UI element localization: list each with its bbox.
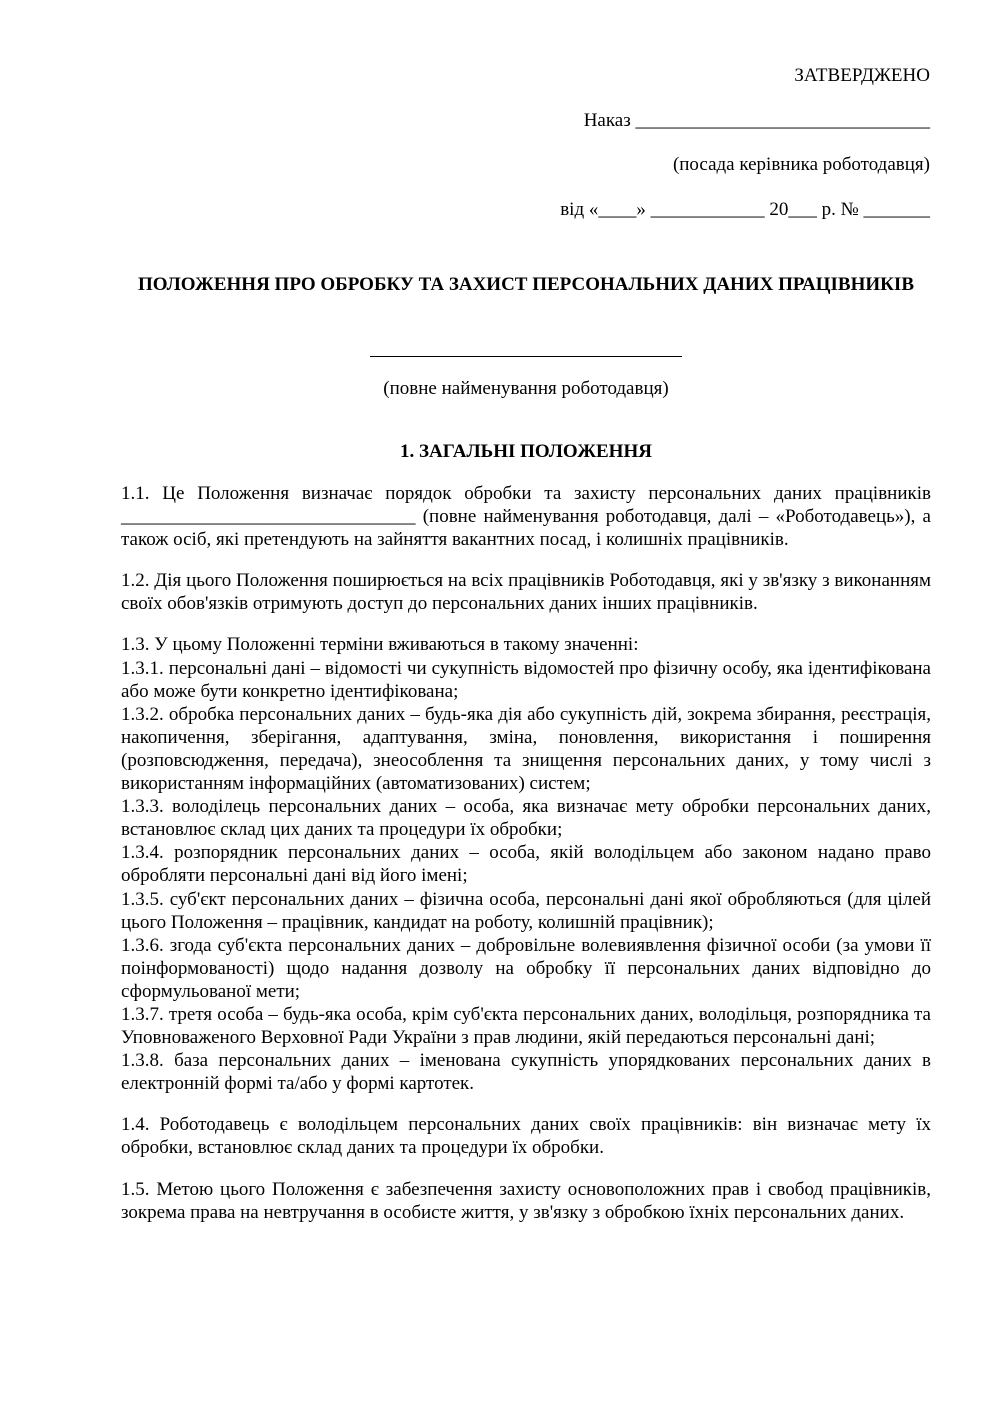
paragraph-1-1: 1.1. Це Положення визначає порядок обробки та захисту персональних даних працівників _______________________________ (повне найменування роботодавця, далі – «Роботодавець»), а також осіб, які претендують на зайняття вакантних посад, і колишніх працівників.: [121, 483, 931, 551]
paragraph-1-3-7: 1.3.7. третя особа – будь-яка особа, крім суб'єкта персональних даних, володільця, розпорядника та Уповноваженого Верховної Ради України з прав людини, якій передаються персональні дані;: [121, 1003, 931, 1049]
position-caption: (посада керівника роботодавця): [672, 154, 930, 175]
paragraph-1-3-3: 1.3.3. володілець персональних даних – особа, яка визначає мету обробки персональних даних, встановлює склад цих даних та процедури їх обробки;: [121, 796, 931, 841]
paragraph-1-3-2: 1.3.2. обробка персональних даних – будь-яка дія або сукупність дій, зокрема збирання, реєстрація, накопичення, зберігання, адаптування, зміна, поновлення, використання і поширення (розповсюдження, передача), знеособлення та знищення персональних даних, у тому числі з використанням інформаційних (автоматизованих) систем;: [121, 703, 931, 795]
section-body: [121, 482, 931, 1224]
paragraph-1-3-6: 1.3.6. згода суб'єкта персональних даних – добровільне волевиявлення фізичної особи (за умови її поінформованості) щодо надання дозволу на обробку її персональних даних відповідно до сформульованої мети;: [121, 934, 931, 1002]
paragraph-1-4: 1.4. Роботодавець є володільцем персональних даних своїх працівників: він визначає мету їх обробки, встановлює склад даних та процедури їх обробки.: [121, 1114, 931, 1159]
employer-name-line: [370, 356, 682, 357]
paragraph-1-3-1: 1.3.1. персональні дані – відомості чи сукупність відомостей про фізичну особу, яка ідентифікована або може бути конкретно ідентифікована;: [121, 657, 931, 702]
paragraph-1-2: 1.2. Дія цього Положення поширюється на всіх працівників Роботодавця, які у зв'язку з виконанням своїх обов'язків отримують доступ до персональних даних інших працівників.: [121, 570, 931, 615]
approval-stamp: ЗАТВЕРДЖЕНО: [794, 65, 930, 86]
date-field: від «____» ____________ 20___ р. № _______: [560, 198, 930, 220]
paragraph-1-5: 1.5. Метою цього Положення є забезпечення захисту основоположних прав і свобод працівників, зокрема права на невтручання в особисте життя, у зв'язку з обробкою їхніх персональних даних.: [121, 1178, 931, 1223]
document-title: ПОЛОЖЕННЯ ПРО ОБРОБКУ ТА ЗАХИСТ ПЕРСОНАЛЬНИХ ДАНИХ ПРАЦІВНИКІВ: [137, 274, 914, 295]
section-heading: 1. ЗАГАЛЬНІ ПОЛОЖЕННЯ: [400, 441, 652, 462]
paragraph-1-3-4: 1.3.4. розпорядник персональних даних – особа, якій володільцем або законом надано право обробляти персональні дані від його імені;: [121, 842, 931, 887]
paragraph-1-3-8: 1.3.8. база персональних даних – іменована сукупність упорядкованих персональних даних в електронній формі та/або у формі картотек.: [121, 1050, 931, 1095]
order-field: Наказ _______________________________: [583, 109, 930, 131]
approval-block: [370, 64, 930, 242]
paragraph-1-3-5: 1.3.5. суб'єкт персональних даних – фізична особа, персональні дані якої обробляються (для цілей цього Положення – працівник, кандидат на роботу, колишній працівник);: [121, 888, 931, 933]
paragraph-1-3: 1.3. У цьому Положенні терміни вживаються в такому значенні:: [121, 634, 639, 656]
employer-name-caption: (повне найменування роботодавця): [383, 378, 669, 399]
